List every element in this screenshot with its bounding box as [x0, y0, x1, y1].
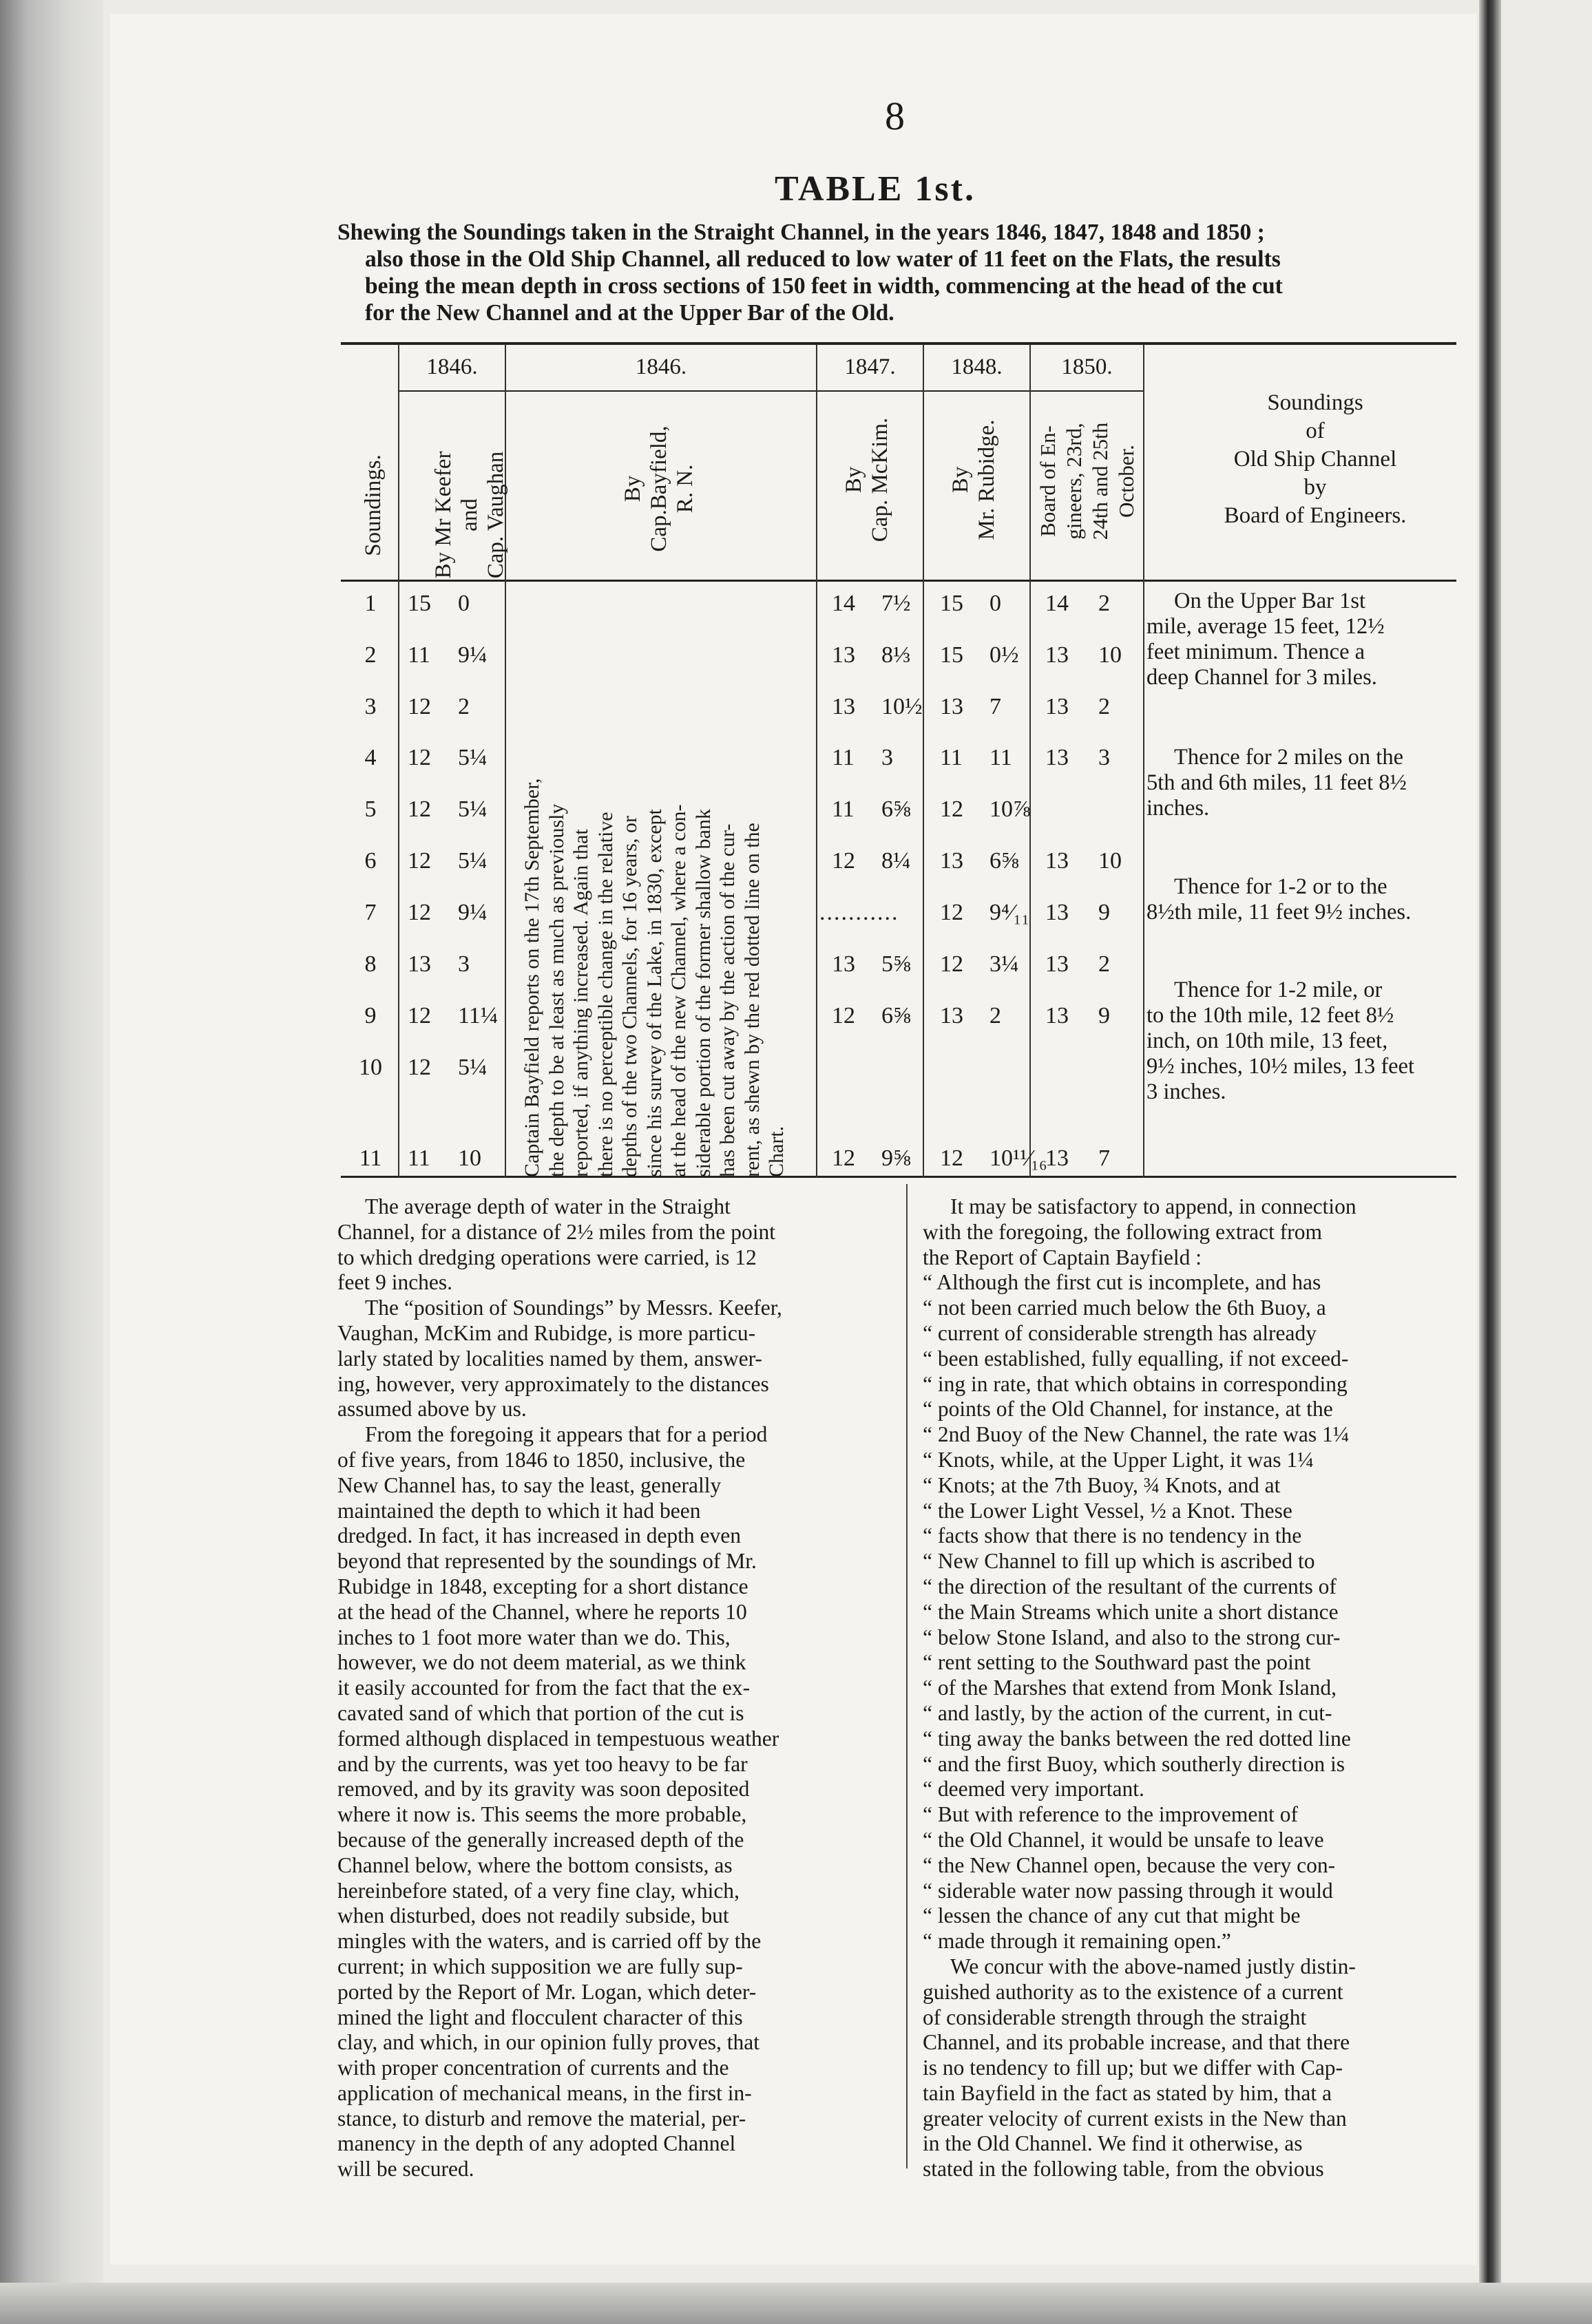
text-line: “ not been carried much below the 6th Buoy, a — [923, 1296, 1326, 1320]
keefer-inches: 11¼ — [458, 1003, 499, 1028]
year-header: 1846. — [635, 355, 687, 379]
rubidge-inches: 0½ — [989, 642, 1019, 668]
text-line: application of mechanical means, in the first in- — [337, 2080, 752, 2105]
ship-note — [1146, 874, 1463, 925]
text-line: Vaughan, McKim and Rubidge, is more particu- — [337, 1320, 756, 1345]
keefer-feet: 12 — [408, 848, 431, 874]
text-line: ing, however, very approximately to the distances — [337, 1371, 769, 1396]
text-line: because of the generally increased depth of the — [337, 1827, 744, 1852]
year-header: 1850. — [1061, 355, 1113, 379]
old-ship-channel-header — [1157, 389, 1474, 530]
caption-line: for the New Channel and at the Upper Bar of the Old. — [365, 300, 894, 326]
sounding-number: 4 — [364, 745, 377, 770]
text-line: at the head of the Channel, where he reports 10 — [337, 1599, 747, 1624]
text-line: “ New Channel to fill up which is ascribed to — [923, 1549, 1315, 1574]
ship-note-line: 8½th mile, 11 feet 9½ inches. — [1146, 900, 1412, 925]
board-header-line: October. — [1114, 445, 1138, 518]
ship-header-line: Board of Engineers. — [1224, 503, 1407, 528]
keefer-header-line: Cap. Vaughan — [483, 451, 508, 579]
text-line: “ 2nd Buoy of the New Channel, the rate was 1¼ — [923, 1422, 1350, 1447]
keefer-feet: 12 — [408, 694, 431, 719]
mckim-inches: 8¼ — [881, 848, 911, 874]
text-line: mined the light and flocculent character of this — [337, 2005, 743, 2029]
keefer-feet: 15 — [408, 591, 431, 616]
bayfield-note-line: at the head of the new Channel, where a con- — [667, 804, 690, 1177]
col-divider — [398, 344, 399, 1177]
bayfield-note-line: since his survey of the Lake, in 1830, except — [642, 809, 666, 1177]
bayfield-header-line: R. N. — [673, 464, 698, 514]
ship-header-line: Soundings — [1267, 390, 1363, 415]
ship-note-line: feet minimum. Thence a — [1146, 640, 1365, 664]
board-header — [1035, 403, 1140, 560]
text-line: Rubidge in 1848, excepting for a short distance — [337, 1574, 748, 1598]
board-inches: 9 — [1098, 1003, 1110, 1028]
rubidge-inches: 6⅝ — [989, 848, 1019, 874]
text-line: “ and lastly, by the action of the current, in cut- — [923, 1700, 1332, 1725]
keefer-inches: 10 — [458, 1145, 481, 1171]
table-title: TABLE 1st. — [775, 169, 976, 209]
rubidge-feet: 13 — [940, 1003, 963, 1028]
mckim-feet: 14 — [832, 591, 855, 616]
ship-note-line: inch, on 10th mile, 13 feet, — [1146, 1028, 1388, 1053]
text-line: removed, and by its gravity was soon deposited — [337, 1777, 750, 1802]
text-line: “ deemed very important. — [923, 1777, 1144, 1802]
text-line: “ But with reference to the improvement of — [923, 1802, 1298, 1827]
text-line: “ Knots, while, at the Upper Light, it was 1¼ — [923, 1447, 1314, 1472]
text-line: “ ing in rate, that which obtains in corresponding — [923, 1371, 1348, 1396]
text-line: it easily accounted for from the fact that the ex- — [337, 1676, 751, 1700]
board-inches: 2 — [1098, 694, 1110, 719]
board-feet: 13 — [1045, 1003, 1069, 1028]
mckim-feet: 12 — [832, 1145, 855, 1171]
ship-note — [1146, 745, 1463, 821]
text-line: “ the Lower Light Vessel, ½ a Knot. These — [923, 1498, 1292, 1523]
board-inches: 7 — [1098, 1145, 1110, 1171]
left-text-column — [337, 1194, 892, 2182]
ship-note-line: Thence for 1-2 or to the — [1174, 874, 1387, 899]
sounding-number: 5 — [364, 796, 377, 822]
col-divider — [816, 344, 817, 1177]
rubidge-inches: 3¼ — [989, 951, 1019, 977]
text-line: hereinbefore stated, of a very fine clay, which, — [337, 1878, 740, 1903]
text-line: “ of the Marshes that extend from Monk Island, — [923, 1676, 1337, 1700]
text-line: tain Bayfield in the fact as stated by him, that a — [923, 2080, 1332, 2105]
board-feet: 13 — [1045, 694, 1069, 719]
rubidge-inches: 2 — [989, 1003, 1001, 1028]
text-line: cavated sand of which that portion of the cut is — [337, 1700, 744, 1725]
text-line: where it now is. This seems the more probable, — [337, 1802, 747, 1827]
text-line: “ Although the first cut is incomplete, and has — [923, 1270, 1321, 1295]
mckim-feet: 12 — [832, 1003, 855, 1028]
page-fold-shadow — [1479, 0, 1501, 2324]
right-text-column — [923, 1194, 1467, 2182]
keefer-feet: 13 — [408, 951, 431, 977]
keefer-inches: 5¼ — [458, 1055, 488, 1080]
rubidge-feet: 13 — [940, 848, 963, 874]
keefer-header — [430, 425, 513, 604]
mckim-header — [841, 411, 899, 549]
mckim-feet: 13 — [832, 642, 855, 668]
keefer-header-line: By Mr Keefer — [431, 451, 456, 579]
bayfield-note-line: Captain Bayfield reports on the 17th September, — [521, 778, 543, 1177]
text-line: “ facts show that there is no tendency in the — [923, 1523, 1302, 1548]
board-feet: 13 — [1045, 951, 1069, 977]
text-line: “ the New Channel open, because the very con- — [923, 1852, 1336, 1877]
year-underline — [399, 390, 1143, 392]
text-line: ported by the Report of Mr. Logan, which deter- — [337, 1979, 757, 2004]
bayfield-note-line: Chart. — [765, 1126, 788, 1177]
ship-note-line: 9½ inches, 10½ miles, 13 feet — [1146, 1054, 1415, 1079]
keefer-inches: 5¼ — [458, 745, 488, 770]
keefer-inches: 0 — [458, 591, 470, 616]
board-feet: 13 — [1045, 1145, 1069, 1171]
text-line: “ the Main Streams which unite a short distance — [923, 1599, 1339, 1624]
text-line: “ below Stone Island, and also to the strong cur- — [923, 1625, 1341, 1649]
ship-note-line: Thence for 1-2 mile, or — [1174, 978, 1383, 1002]
bayfield-header — [620, 406, 702, 571]
text-line: assumed above by us. — [337, 1397, 527, 1422]
ship-note-line: Thence for 2 miles on the — [1174, 745, 1404, 770]
keefer-inches: 2 — [458, 694, 470, 719]
caption-line: also those in the Old Ship Channel, all reduced to low water of 11 feet on the Flats, the results — [365, 246, 1281, 272]
text-line: The “position of Soundings” by Messrs. Keefer, — [365, 1296, 782, 1320]
mckim-inches: 6⅝ — [881, 1003, 911, 1028]
sounding-number: 8 — [364, 951, 377, 977]
rubidge-feet: 13 — [940, 694, 963, 719]
scan-left-margin — [0, 0, 103, 2324]
ship-header-line: by — [1303, 475, 1327, 500]
text-line: New Channel has, to say the least, generally — [337, 1472, 722, 1497]
text-line: “ ting away the banks between the red dotted line — [923, 1726, 1351, 1751]
keefer-feet: 12 — [408, 1055, 431, 1080]
board-feet: 13 — [1045, 642, 1069, 668]
bayfield-note-line: has been cut away by the action of the cur- — [716, 823, 739, 1177]
ship-note-line: mile, average 15 feet, 12½ — [1146, 614, 1385, 639]
text-line: From the foregoing it appears that for a period — [365, 1422, 768, 1447]
ship-header-line: Old Ship Channel — [1233, 447, 1397, 472]
text-line: will be secured. — [337, 2157, 474, 2182]
bayfield-note-line: there is no perceptible change in the relative — [594, 812, 617, 1177]
mckim-header-line: Cap. McKim. — [868, 417, 892, 542]
keefer-header-line: and — [457, 498, 482, 531]
keefer-feet: 12 — [408, 900, 431, 925]
text-line: The average depth of water in the Straight — [365, 1194, 731, 1218]
text-line: with the foregoing, the following extract from — [923, 1219, 1322, 1244]
board-feet: 14 — [1045, 591, 1069, 616]
rubidge-feet: 12 — [940, 796, 963, 822]
sounding-number: 11 — [359, 1145, 382, 1171]
board-inches: 2 — [1098, 591, 1110, 616]
board-inches: 10 — [1098, 642, 1122, 668]
bayfield-note-line: rent, as shewn by the red dotted line on the — [740, 823, 764, 1177]
sounding-number: 2 — [364, 642, 377, 668]
ship-note-line: inches. — [1146, 796, 1210, 821]
ship-note — [1146, 589, 1463, 690]
sounding-number: 7 — [364, 900, 377, 925]
text-line: in the Old Channel. We find it otherwise, as — [923, 2131, 1303, 2156]
text-line: We concur with the above-named justly distin- — [950, 1954, 1356, 1978]
caption-line: being the mean depth in cross sections of 150 feet in width, commencing at the head of the cut — [365, 273, 1283, 299]
text-line: “ the Old Channel, it would be unsafe to leave — [923, 1827, 1324, 1852]
text-line: however, we do not deem material, as we think — [337, 1650, 746, 1675]
ship-note-line: to the 10th mile, 12 feet 8½ — [1146, 1003, 1394, 1028]
ship-header-line: of — [1306, 419, 1325, 443]
mckim-inches: 5⅝ — [881, 951, 911, 977]
mckim-inches: 8⅓ — [881, 642, 911, 668]
bayfield-note-line: depths of the two Channels, for 16 years, or — [618, 816, 641, 1177]
rubidge-feet: 12 — [940, 951, 963, 977]
text-line: feet 9 inches. — [337, 1270, 453, 1295]
text-line: “ Knots; at the 7th Buoy, ¾ Knots, and at — [923, 1472, 1281, 1497]
rubidge-inches: 7 — [989, 694, 1001, 719]
rubidge-inches: 9⁴⁄₁₁ — [989, 900, 1030, 925]
rubidge-feet: 12 — [940, 900, 963, 925]
ship-note-line: deep Channel for 3 miles. — [1146, 665, 1377, 690]
table-caption — [337, 219, 1463, 326]
mckim-feet: 11 — [832, 745, 855, 770]
mckim-feet: 13 — [832, 951, 855, 977]
text-line: “ rent setting to the Southward past the point — [923, 1650, 1311, 1675]
text-line: “ lessen the chance of any cut that might be — [923, 1903, 1301, 1928]
text-line: inches to 1 foot more water than we do. This, — [337, 1625, 731, 1649]
keefer-inches: 3 — [458, 951, 470, 977]
rubidge-header-line: By — [948, 466, 973, 494]
keefer-feet: 11 — [408, 642, 430, 668]
sounding-number: 9 — [364, 1003, 377, 1028]
rubidge-feet: 15 — [940, 642, 963, 668]
board-feet: 13 — [1045, 848, 1069, 874]
board-feet: 13 — [1045, 745, 1069, 770]
text-line: stance, to disturb and remove the material, per- — [337, 2106, 746, 2131]
board-header-line: Board of En- — [1036, 425, 1060, 537]
text-line: current; in which supposition we are fully sup- — [337, 1954, 743, 1978]
rubidge-feet: 12 — [940, 1145, 963, 1171]
keefer-inches: 9¼ — [458, 642, 488, 668]
rubidge-feet: 11 — [940, 745, 963, 770]
text-line: stated in the following table, from the obvious — [923, 2157, 1324, 2182]
text-line: “ siderable water now passing through it would — [923, 1878, 1333, 1903]
rubidge-header — [947, 411, 1005, 549]
text-line: formed although displaced in tempestuous weather — [337, 1726, 779, 1751]
text-line: Channel, and its probable increase, and that there — [923, 2030, 1350, 2055]
text-line: guished authority as to the existence of a current — [923, 1979, 1343, 2004]
sounding-number: 1 — [364, 591, 377, 616]
ship-note-line: 5th and 6th miles, 11 feet 8½ — [1146, 770, 1407, 795]
text-line: to which dredging operations were carried, is 12 — [337, 1245, 757, 1269]
board-feet: 13 — [1045, 900, 1069, 925]
text-line: manency in the depth of any adopted Channel — [337, 2131, 736, 2156]
text-line: “ and the first Buoy, which southerly direction is — [923, 1751, 1345, 1776]
mckim-inches: ........... — [819, 900, 899, 925]
keefer-feet: 12 — [408, 1003, 431, 1028]
keefer-feet: 12 — [408, 745, 431, 770]
ship-note-line: On the Upper Bar 1st — [1174, 589, 1365, 613]
text-line: greater velocity of current exists in the New than — [923, 2106, 1347, 2131]
mckim-inches: 7½ — [881, 591, 911, 616]
text-line: beyond that represented by the soundings of Mr. — [337, 1549, 757, 1574]
text-line: when disturbed, does not readily subside, but — [337, 1903, 729, 1928]
bayfield-header-line: Cap.Bayfield, — [647, 425, 671, 552]
text-line: of five years, from 1846 to 1850, inclusive, the — [337, 1447, 746, 1472]
keefer-feet: 12 — [408, 796, 431, 822]
text-line: and by the currents, was yet too heavy to be far — [337, 1751, 748, 1776]
mckim-feet: 12 — [832, 848, 855, 874]
text-line: of considerable strength through the straight — [923, 2005, 1307, 2029]
text-line: dredged. In fact, it has increased in depth even — [337, 1523, 742, 1548]
col-divider — [923, 344, 924, 1177]
soundings-header: Soundings. — [361, 454, 386, 556]
keefer-inches: 5¼ — [458, 848, 488, 874]
scan-bottom-margin — [0, 2283, 1592, 2324]
mckim-inches: 6⅝ — [881, 796, 911, 822]
text-line: clay, and which, in our opinion fully proves, that — [337, 2030, 760, 2055]
keefer-inches: 5¼ — [458, 796, 488, 822]
keefer-feet: 11 — [408, 1145, 430, 1171]
mckim-inches: 3 — [881, 745, 893, 770]
text-line: maintained the depth to which it had been — [337, 1498, 701, 1523]
bayfield-note-line: the depth to be at least as much as previously — [545, 803, 568, 1177]
text-line: the Report of Captain Bayfield : — [923, 1245, 1202, 1269]
bayfield-header-line: By — [620, 475, 645, 503]
year-header: 1846. — [426, 355, 478, 379]
rubidge-feet: 15 — [940, 591, 963, 616]
ship-note — [1146, 978, 1463, 1105]
year-header: 1847. — [844, 355, 896, 379]
column-separator — [906, 1184, 908, 2168]
board-inches: 3 — [1098, 745, 1110, 770]
table-top-rule — [341, 342, 1456, 345]
board-header-line: gineers, 23rd, — [1062, 423, 1086, 540]
bayfield-note-line: reported, if anything increased. Again that — [569, 829, 592, 1177]
keefer-inches: 9¼ — [458, 900, 488, 925]
page-number: 8 — [885, 94, 905, 138]
text-line: “ made through it remaining open.” — [923, 1929, 1231, 1954]
text-line: Channel below, where the bottom consists, as — [337, 1852, 733, 1877]
mckim-inches: 10½ — [881, 694, 923, 719]
text-line: larly stated by localities named by them, answer- — [337, 1346, 762, 1371]
bayfield-note — [520, 571, 789, 1177]
rubidge-inches: 11 — [989, 745, 1012, 770]
sounding-number: 10 — [359, 1055, 382, 1080]
text-line: mingles with the waters, and is carried off by the — [337, 1929, 762, 1954]
text-line: Channel, for a distance of 2½ miles from the point — [337, 1219, 775, 1244]
mckim-feet: 11 — [832, 796, 855, 822]
mckim-feet: 13 — [832, 694, 855, 719]
col-divider — [1143, 344, 1144, 1177]
board-inches: 2 — [1098, 951, 1110, 977]
col-divider — [1029, 344, 1031, 1177]
text-line: is no tendency to fill up; but we differ with Cap- — [923, 2056, 1343, 2080]
rubidge-inches: 10¹¹⁄₁₆ — [989, 1145, 1047, 1171]
rubidge-inches: 10⅞ — [989, 796, 1031, 822]
text-line: “ been established, fully equalling, if not exceed- — [923, 1346, 1349, 1371]
year-header: 1848. — [951, 355, 1003, 379]
caption-line: Shewing the Soundings taken in the Straight Channel, in the years 1846, 1847, 1848 and 1850 ; — [337, 220, 1265, 245]
rubidge-inches: 0 — [989, 591, 1001, 616]
mckim-inches: 9⅝ — [881, 1145, 911, 1171]
rubidge-header-line: Mr. Rubidge. — [974, 419, 999, 540]
board-header-line: 24th and 25th — [1088, 422, 1112, 540]
text-line: with proper concentration of currents and the — [337, 2056, 729, 2080]
table-bottom-rule — [341, 1176, 1456, 1178]
sounding-number: 3 — [364, 694, 377, 719]
text-line: “ current of considerable strength has already — [923, 1320, 1317, 1345]
ship-note-line: 3 inches. — [1146, 1079, 1226, 1104]
board-inches: 9 — [1098, 900, 1110, 925]
mckim-header-line: By — [841, 466, 866, 494]
text-line: “ the direction of the resultant of the currents of — [923, 1574, 1337, 1598]
board-inches: 10 — [1098, 848, 1122, 874]
text-line: “ points of the Old Channel, for instance, at the — [923, 1397, 1333, 1422]
bayfield-note-line: siderable portion of the former shallow bank — [691, 809, 715, 1177]
text-line: It may be satisfactory to append, in connection — [950, 1194, 1357, 1218]
sounding-number: 6 — [364, 848, 377, 874]
